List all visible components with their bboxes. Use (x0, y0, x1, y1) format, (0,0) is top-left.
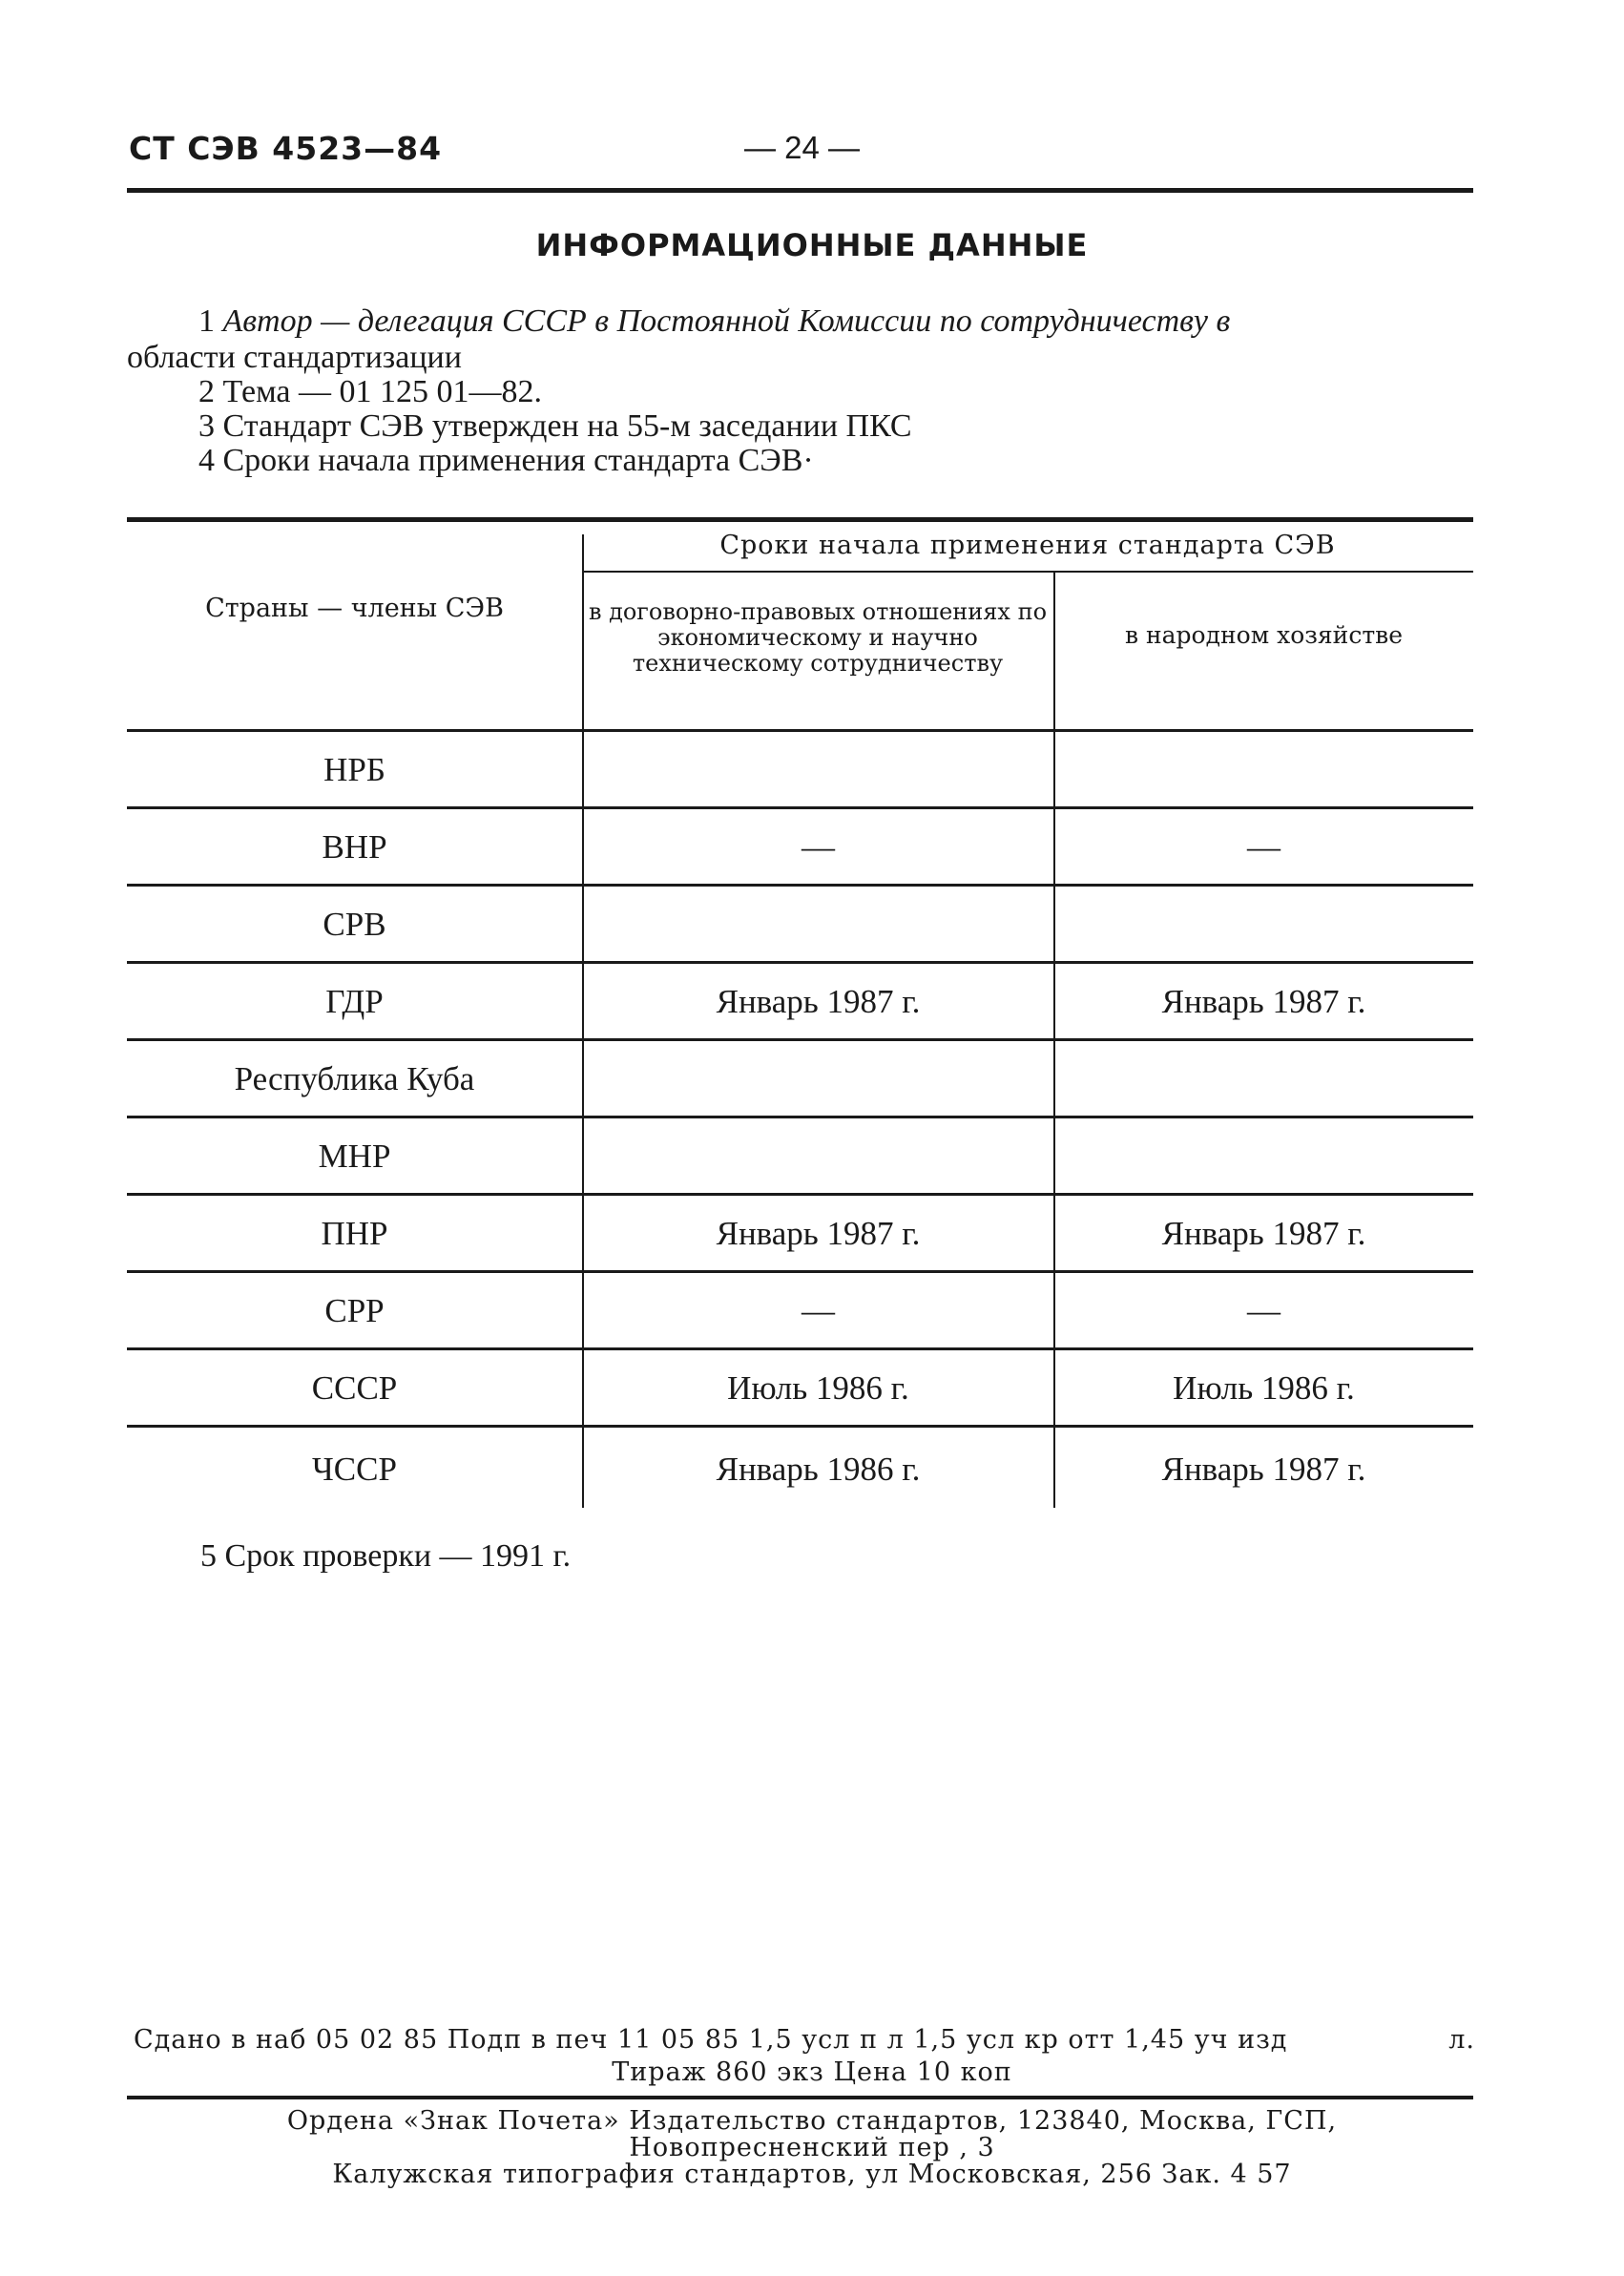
header-rule (127, 188, 1473, 193)
cell-contract: Июль 1986 г. (727, 1369, 909, 1407)
table-top-rule (127, 517, 1473, 522)
item-3: 3 Стандарт СЭВ утвержден на 55-м заседании ПКС (198, 408, 912, 444)
imprint-line-1-main: Сдано в наб 05 02 85 Подп в печ 11 05 85 1,5 усл п л 1,5 усл кр отт 1,45 уч изд (134, 2025, 1288, 2055)
header-countries: Страны — члены СЭВ (205, 594, 504, 623)
cell-economy: Январь 1987 г. (1161, 1451, 1366, 1488)
cell-contract (582, 1118, 1054, 1195)
cell-economy (1054, 732, 1473, 808)
document-code: СТ СЭВ 4523—84 (129, 130, 443, 167)
imprint-line-3: Ордена «Знак Почета» Издательство стандартов, 123840, Москва, ГСП, (286, 2106, 1338, 2136)
imprint-line-1-end: л. (1448, 2025, 1475, 2055)
header-contract: в договорно-правовых отношениях по экономическому и научно техническому сотрудничеству (588, 598, 1048, 677)
table-row (127, 887, 1473, 963)
item-1 (198, 303, 1475, 340)
imprint-line-5: Калужская типография стандартов, ул Московская, 256 Зак. 4 57 (332, 2160, 1292, 2189)
cell-contract: Январь 1986 г. (716, 1451, 921, 1488)
header-sub-rule (582, 571, 1473, 573)
table-row (127, 1431, 1473, 1508)
cell-country: ГДР (325, 983, 384, 1020)
item-5: 5 Срок проверки — 1991 г. (200, 1538, 572, 1574)
table-row (127, 1196, 1473, 1272)
cell-economy: Январь 1987 г. (1161, 1215, 1366, 1252)
item-1-number: 1 (198, 303, 223, 339)
table-row (127, 1273, 1473, 1349)
item-1-continuation: области стандартизации (127, 340, 462, 375)
table-row (127, 1118, 1473, 1195)
table-row (127, 809, 1473, 886)
cell-economy: — (1247, 1292, 1280, 1329)
item-2: 2 Тема — 01 125 01—82. (198, 374, 542, 409)
imprint-line-2: Тираж 860 экз Цена 10 коп (612, 2057, 1012, 2087)
cell-country: МНР (318, 1138, 391, 1175)
cell-economy (1054, 1041, 1473, 1117)
imprint-line-4: Новопресненский пер , 3 (629, 2133, 995, 2162)
cell-economy (1054, 887, 1473, 963)
cell-contract: — (802, 828, 835, 866)
cell-country: ПНР (321, 1215, 388, 1252)
table-row (127, 732, 1473, 808)
imprint-rule (127, 2096, 1473, 2099)
cell-country: СРВ (323, 906, 386, 943)
cell-country: ВНР (322, 828, 387, 866)
cell-country: СРР (324, 1292, 385, 1329)
header-group-label: Сроки начала применения стандарта СЭВ (719, 531, 1336, 560)
cell-contract: — (802, 1292, 835, 1329)
header-economy: в народном хозяйстве (1124, 621, 1404, 649)
cell-country: СССР (311, 1369, 398, 1407)
cell-contract (582, 1041, 1054, 1117)
cell-contract (582, 887, 1054, 963)
cell-contract (582, 732, 1054, 808)
section-title: ИНФОРМАЦИОННЫЕ ДАННЫЕ (535, 227, 1089, 263)
cell-economy: — (1247, 828, 1280, 866)
page-number: — 24 — (744, 130, 861, 165)
cell-economy (1054, 1118, 1473, 1195)
cell-economy: Июль 1986 г. (1173, 1369, 1355, 1407)
item-4: 4 Сроки начала применения стандарта СЭВ· (198, 443, 814, 478)
cell-country: ЧССР (312, 1451, 397, 1488)
table-row (127, 1041, 1473, 1117)
cell-contract: Январь 1987 г. (716, 983, 921, 1020)
cell-contract: Январь 1987 г. (716, 1215, 921, 1252)
cell-economy: Январь 1987 г. (1161, 983, 1366, 1020)
table-row (127, 1350, 1473, 1427)
imprint-line-1 (134, 2025, 1475, 2055)
cell-country: НРБ (323, 751, 385, 788)
cell-country: Республика Куба (234, 1060, 475, 1097)
table-row (127, 964, 1473, 1040)
item-1-text: Автор — делегация СССР в Постоянной Комиссии по сотрудничеству в (222, 303, 1231, 339)
